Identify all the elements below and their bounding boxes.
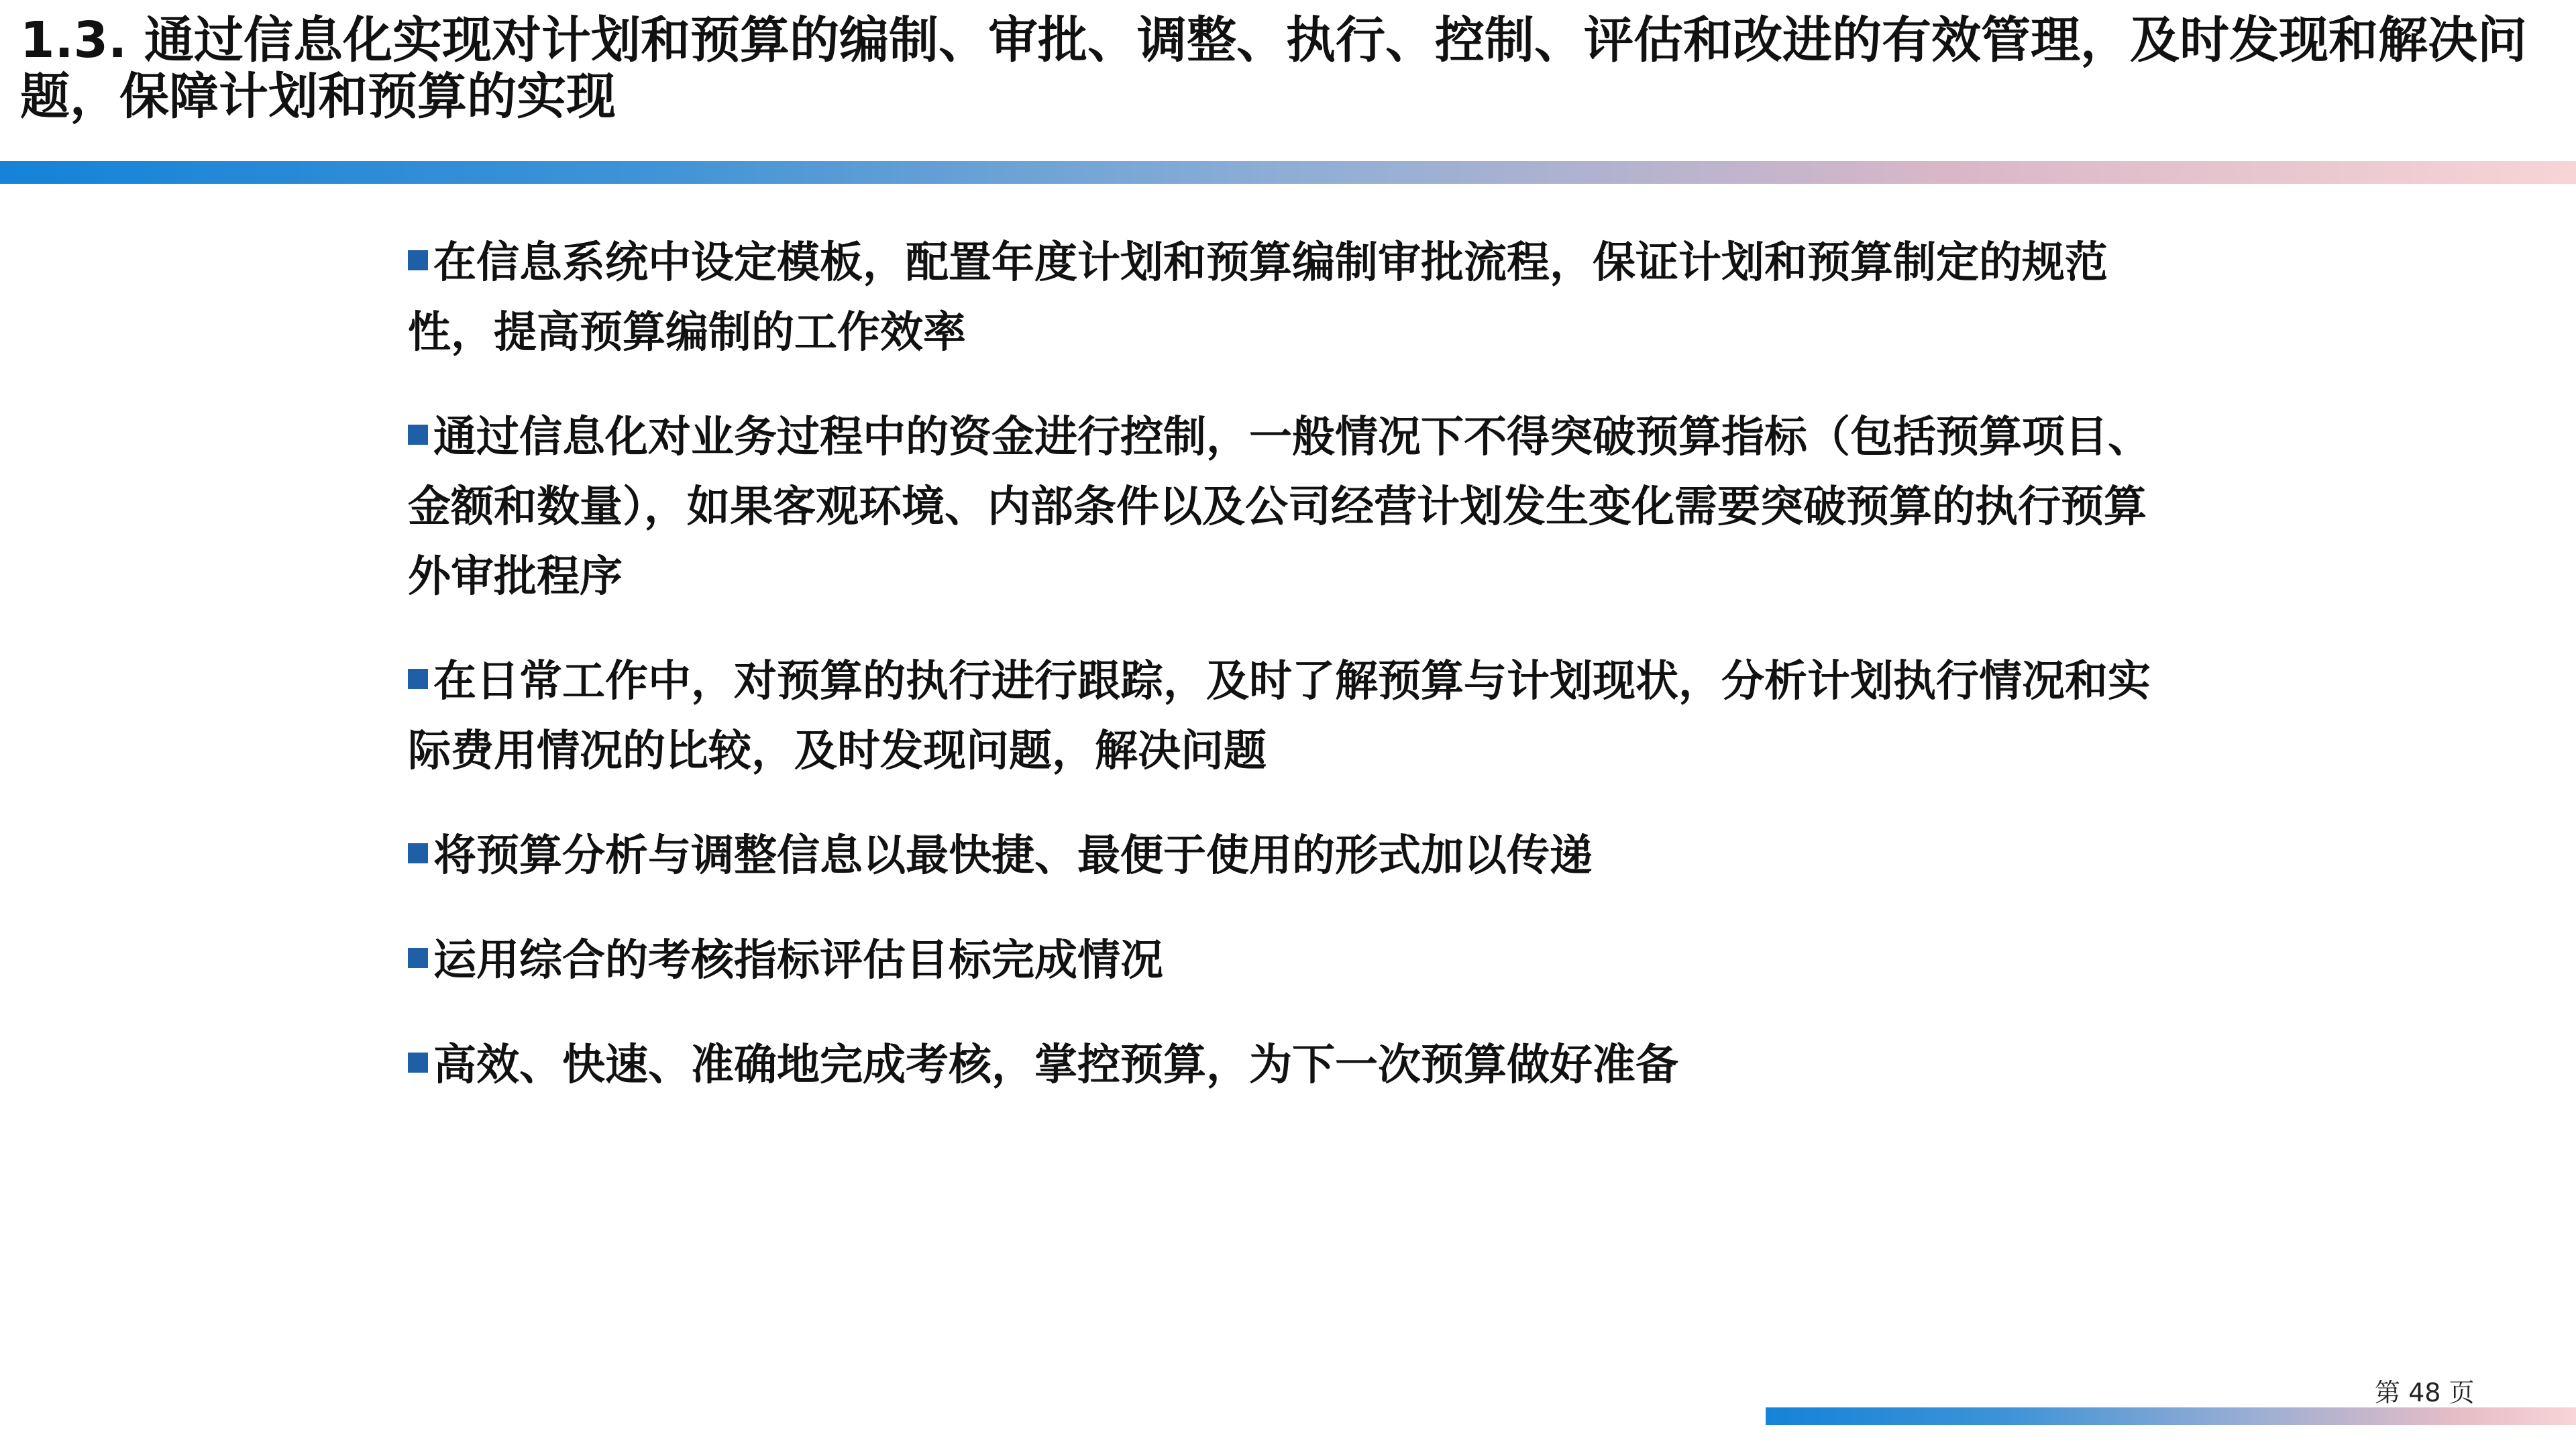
bullet-item [408, 926, 2165, 996]
bullet-item [408, 647, 2165, 786]
square-bullet-icon [408, 425, 428, 445]
bullet-text: 运用综合的考核指标评估目标完成情况 [433, 936, 1163, 985]
page-number: 第 48 页 [2375, 1378, 2475, 1407]
slide-title: 1.3. 通过信息化实现对计划和预算的编制、审批、调整、执行、控制、评估和改进的有效管理，及时发现和解决问题，保障计划和预算的实现 [20, 11, 2527, 125]
bullet-text: 将预算分析与调整信息以最快捷、最便于使用的形式加以传递 [433, 831, 1593, 881]
bullet-text: 高效、快速、准确地完成考核，掌控预算，为下一次预算做好准备 [433, 1040, 1678, 1090]
square-bullet-icon [408, 843, 428, 863]
title-divider-bar [0, 161, 2576, 184]
bullet-text: 在日常工作中，对预算的执行进行跟踪，及时了解预算与计划现状，分析计划执行情况和实际费用情况的比较，及时发现问题，解决问题 [408, 657, 2151, 776]
bullet-text: 在信息系统中设定模板，配置年度计划和预算编制审批流程，保证计划和预算制定的规范性，提高预算编制的工作效率 [408, 238, 2108, 358]
bullet-item [408, 402, 2165, 612]
footer-accent-bar [1766, 1407, 2576, 1425]
bullet-item [408, 228, 2165, 368]
square-bullet-icon [408, 948, 428, 968]
square-bullet-icon [408, 669, 428, 689]
bullet-item [408, 821, 2165, 891]
square-bullet-icon [408, 1053, 428, 1073]
bullet-list [408, 228, 2165, 1135]
square-bullet-icon [408, 250, 428, 270]
bullet-text: 通过信息化对业务过程中的资金进行控制，一般情况下不得突破预算指标（包括预算项目、金额和数量），如果客观环境、内部条件以及公司经营计划发生变化需要突破预算的执行预算外审批程序 [408, 413, 2151, 602]
bullet-item [408, 1030, 2165, 1100]
